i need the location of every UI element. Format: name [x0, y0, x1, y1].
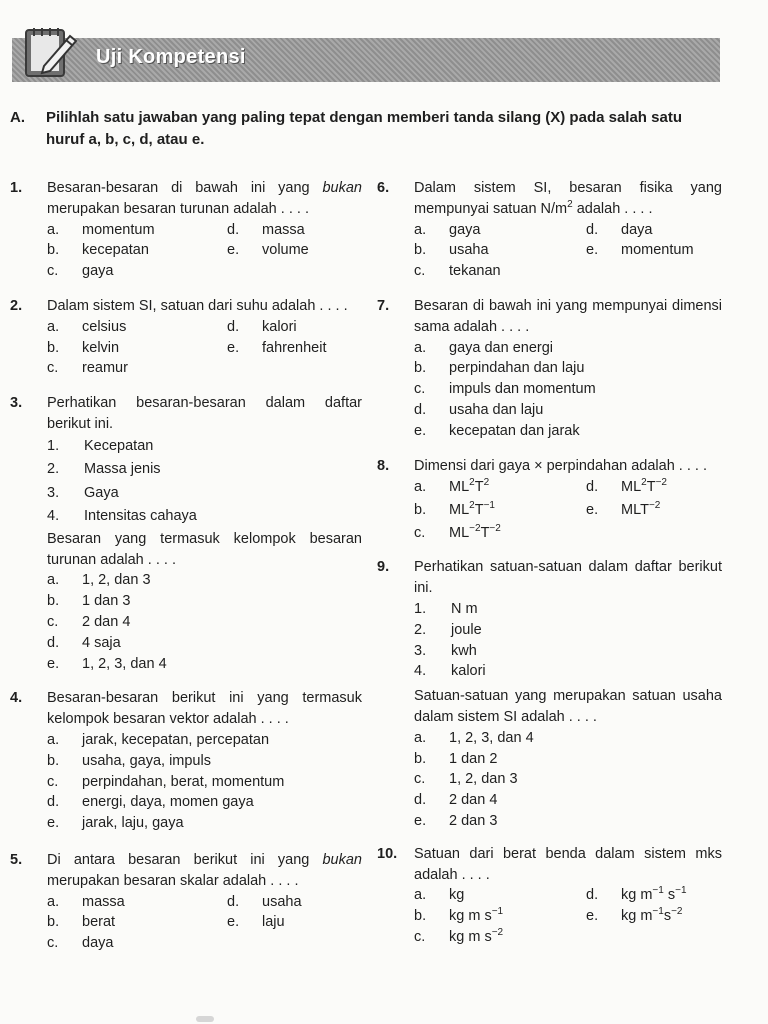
option[interactable]: d. kalori	[227, 318, 297, 335]
question-8-options	[414, 476, 722, 545]
option[interactable]: e. kg $m^{-1}s^{-2}$	[586, 906, 683, 925]
question-5: 5. Di antara besaran berikut ini yang bukan merupakan besaran skalar adalah . . . . a. massa d. usaha b. berat e. laju c. daya	[10, 850, 362, 954]
question-2-stem: Dalam sistem SI, satuan dari suhu adalah . . . .	[47, 297, 348, 314]
option[interactable]: c. $ML^{-2}T^{-2}$	[414, 523, 501, 542]
option[interactable]: d. 2 dan 4	[414, 792, 498, 809]
question-3: 3. Perhatikan besaran-besaran dalam daftar berikut ini. 1. Kecepatan 2. Massa jenis 3. Gaya 4. Intensitas cahaya Besaran yang termasuk kelompok besaran turunan adalah . . . . a. 1, 2, dan 3 b. 1 dan 3 c. 2 dan 4 d. 4 saja e. 1, 2, 3, dan 4	[10, 393, 362, 674]
question-7-stem: Besaran di bawah ini yang mempunyai dimensi sama adalah . . . .	[414, 297, 722, 335]
option[interactable]: b. perpindahan dan laju	[414, 360, 585, 377]
option[interactable]: a. gaya	[414, 221, 481, 238]
option[interactable]: b. berat	[47, 914, 116, 931]
instruction	[10, 107, 722, 151]
option[interactable]: a. kg	[414, 887, 465, 904]
option[interactable]: e. 1, 2, 3, dan 4	[47, 655, 167, 672]
question-8-stem: Dimensi dari gaya × perpindahan adalah . . . .	[414, 457, 708, 474]
question-3-stem-2: Besaran yang termasuk kelompok besaran turunan adalah . . . .	[47, 530, 362, 568]
option[interactable]: d. energi, daya, momen gaya	[47, 794, 254, 811]
list-item: 4. Intensitas cahaya	[47, 508, 197, 525]
option[interactable]: c. perpindahan, berat, momentum	[47, 773, 285, 790]
option[interactable]: c. gaya	[47, 263, 114, 280]
option[interactable]: b. usaha	[414, 242, 489, 259]
option[interactable]: d. usaha dan laju	[414, 401, 544, 418]
question-2-options	[47, 317, 362, 379]
section-banner	[12, 38, 720, 82]
option[interactable]: a. jarak, kecepatan, percepatan	[47, 731, 270, 748]
option[interactable]: d. kg $m^{-1}$ $s^{-1}$	[586, 885, 687, 904]
question-10: 10. Satuan dari berat benda dalam sistem mks adalah . . . . a. kg d. kg $m^{-1}$ $s^{-1}$ b. kg m $s^{-1}$ e. kg $m^{-1}s^{-2}$ c. kg m $s^{-2}$	[377, 844, 722, 948]
question-1-stem: Besaran-besaran di bawah ini yang bukan merupakan besaran turunan adalah . . . .	[47, 180, 362, 217]
question-4: 4. Besaran-besaran berikut ini yang termasuk kelompok besaran vektor adalah . . . . a. jarak, kecepatan, percepatan b. usaha, gaya, impuls c. perpindahan, berat, momentum d. energi, daya, momen gaya e. jarak, laju, gaya	[10, 688, 362, 834]
option[interactable]: b. kecepatan	[47, 242, 149, 259]
list-item: 3. Gaya	[47, 484, 119, 501]
question-9-list	[414, 599, 722, 682]
instruction-letter: A.	[10, 109, 25, 126]
question-1-options	[47, 220, 362, 282]
page-smudge	[196, 1016, 214, 1022]
option[interactable]: e. laju	[227, 914, 285, 931]
option[interactable]: d. daya	[586, 221, 653, 238]
list-item: 4. kalori	[414, 663, 486, 680]
question-8: 8. Dimensi dari gaya × perpindahan adalah . . . . a. $ML^2T^2$ d. $ML^2T^{-2}$ b. $ML^2T^{-1}$ e. $MLT^{-2}$ c. $ML^{-2}T^{-2}$	[377, 456, 722, 546]
question-5-options	[47, 892, 362, 954]
right-column	[377, 178, 722, 948]
question-6: 6. Dalam sistem SI, besaran fisika yang mempunyai satuan $N/m^2$ adalah . . . . a. gaya d. daya b. usaha e. momentum c. tekanan	[377, 178, 722, 282]
option[interactable]: c. reamur	[47, 360, 128, 377]
section-title: Uji Kompetensi	[96, 46, 246, 68]
option[interactable]: c. tekanan	[414, 263, 501, 280]
option[interactable]: c. impuls dan momentum	[414, 381, 596, 398]
option[interactable]: b. 1 dan 3	[47, 593, 131, 610]
question-9: 9. Perhatikan satuan-satuan dalam daftar berikut ini. 1. N m 2. joule 3. kwh 4. kalori Satuan-satuan yang merupakan satuan usaha dalam sistem SI adalah . . . . a. 1, 2, 3, dan 4 b. 1 dan 2 c. 1, 2, dan 3 d. 2 dan 4 e. 2 dan 3	[377, 557, 722, 831]
option[interactable]: e. jarak, laju, gaya	[47, 815, 184, 832]
option[interactable]: d. usaha	[227, 893, 302, 910]
option[interactable]: e. $MLT^{-2}$	[586, 500, 661, 519]
option[interactable]: a. gaya dan energi	[414, 339, 553, 356]
question-9-options	[414, 728, 722, 832]
option[interactable]: e. fahrenheit	[227, 339, 327, 356]
question-10-options	[414, 885, 722, 947]
option[interactable]: b. 1 dan 2	[414, 750, 498, 767]
option[interactable]: c. daya	[47, 935, 114, 952]
question-7: 7. Besaran di bawah ini yang mempunyai dimensi sama adalah . . . . a. gaya dan energi b. perpindahan dan laju c. impuls dan momentum d. usaha dan laju e. kecepatan dan jarak	[377, 296, 722, 442]
question-5-stem: Di antara besaran berikut ini yang bukan merupakan besaran skalar adalah . . . .	[47, 851, 362, 889]
option[interactable]: d. massa	[227, 221, 305, 238]
question-3-list	[47, 435, 362, 529]
option[interactable]: b. $ML^2T^{-1}$	[414, 500, 495, 519]
option[interactable]: b. kelvin	[47, 339, 120, 356]
question-9-stem: Perhatikan satuan-satuan dalam daftar berikut ini.	[414, 559, 722, 597]
option[interactable]: e. kecepatan dan jarak	[414, 422, 580, 439]
list-item: 2. Massa jenis	[47, 461, 161, 478]
left-column	[10, 178, 362, 954]
question-2: 2. Dalam sistem SI, satuan dari suhu adalah . . . . a. celsius d. kalori b. kelvin e. fahrenheit c. reamur	[10, 296, 362, 379]
option[interactable]: d. $ML^2T^{-2}$	[586, 477, 667, 496]
list-item: 1. Kecepatan	[47, 437, 154, 454]
list-item: 3. kwh	[414, 642, 477, 659]
question-4-options	[47, 730, 362, 834]
notebook-pencil-icon	[20, 24, 80, 82]
option[interactable]: e. volume	[227, 242, 309, 259]
option[interactable]: e. momentum	[586, 242, 694, 259]
question-10-stem: Satuan dari berat benda dalam sistem mks adalah . . . .	[414, 845, 722, 883]
option[interactable]: a. massa	[47, 893, 125, 910]
option[interactable]: a. 1, 2, dan 3	[47, 572, 151, 589]
question-1: 1. Besaran-besaran di bawah ini yang bukan merupakan besaran turunan adalah . . . . a. momentum d. massa b. kecepatan e. volume c. gaya	[10, 178, 362, 282]
option[interactable]: c. 1, 2, dan 3	[414, 771, 518, 788]
list-item: 1. N m	[414, 600, 478, 617]
option[interactable]: e. 2 dan 3	[414, 812, 498, 829]
question-6-stem: Dalam sistem SI, besaran fisika yang mempunyai satuan $N/m^2$ adalah . . . .	[414, 180, 722, 217]
question-4-stem: Besaran-besaran berikut ini yang termasuk kelompok besaran vektor adalah . . . .	[47, 690, 362, 728]
option[interactable]: a. $ML^2T^2$	[414, 477, 490, 496]
option[interactable]: d. 4 saja	[47, 634, 121, 651]
question-3-stem: Perhatikan besaran-besaran dalam daftar berikut ini.	[47, 395, 362, 432]
option[interactable]: b. kg m $s^{-1}$	[414, 906, 504, 925]
question-7-options	[414, 338, 722, 442]
option[interactable]: c. 2 dan 4	[47, 613, 131, 630]
option[interactable]: a. 1, 2, 3, dan 4	[414, 729, 534, 746]
question-9-stem-2: Satuan-satuan yang merupakan satuan usaha dalam sistem SI adalah . . . .	[414, 688, 722, 725]
list-item: 2. joule	[414, 621, 482, 638]
question-3-options	[47, 570, 362, 674]
instruction-text: Pilihlah satu jawaban yang paling tepat dengan memberi tanda silang (X) pada salah satu huruf a, b, c, d, atau e.	[46, 109, 682, 148]
option[interactable]: b. usaha, gaya, impuls	[47, 752, 211, 769]
option[interactable]: a. celsius	[47, 318, 127, 335]
question-6-options	[414, 220, 722, 282]
option[interactable]: a. momentum	[47, 221, 155, 238]
option[interactable]: c. kg m $s^{-2}$	[414, 927, 504, 945]
